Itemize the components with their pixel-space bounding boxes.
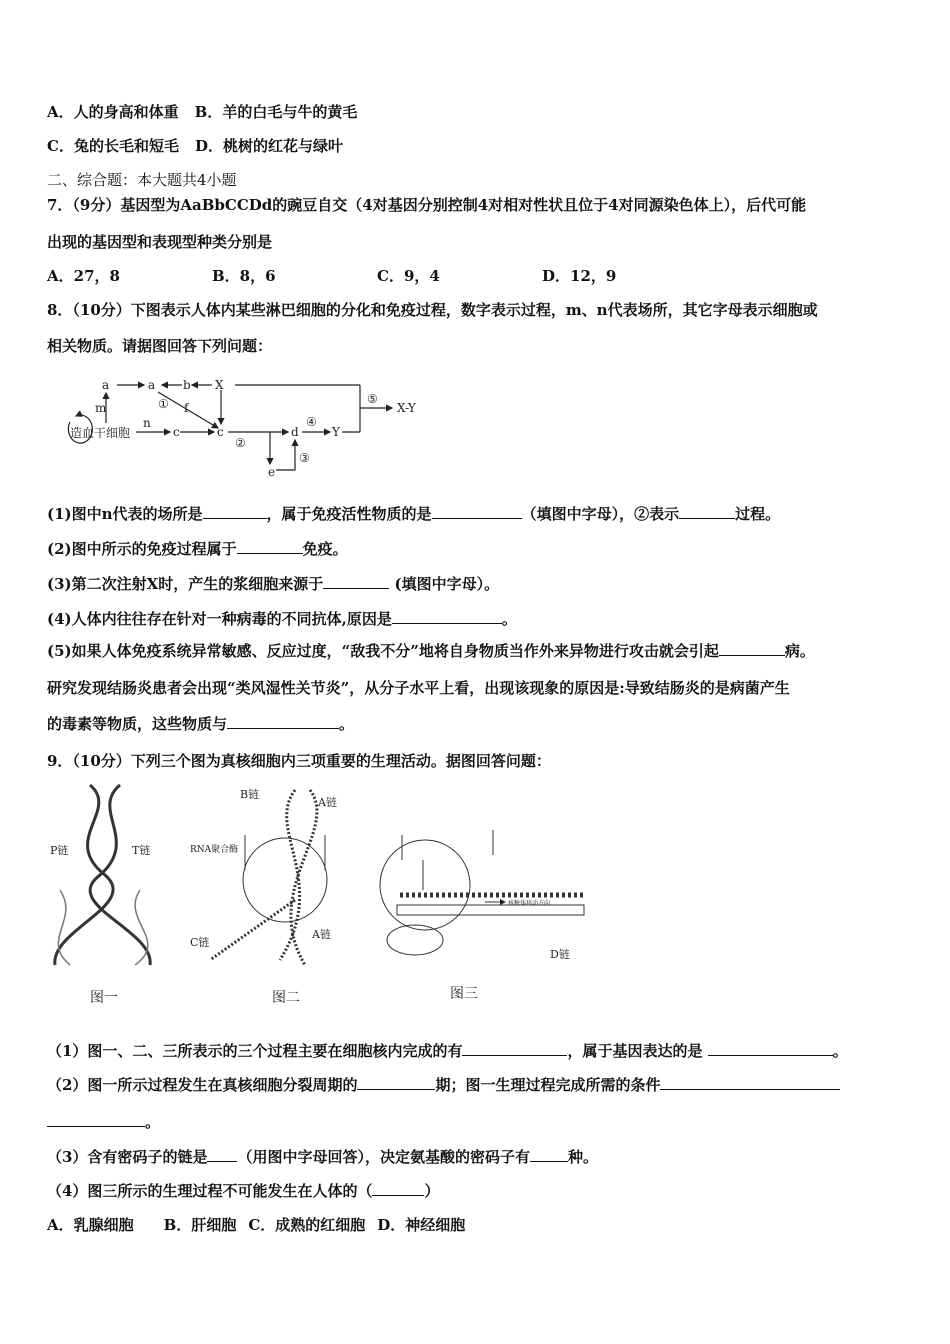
q7-stem-1: 7．（9分）基因型为AaBbCCDd的豌豆自交（4对基因分别控制4对相对性状且位于4对同源染色体上），后代可能 xyxy=(47,196,807,214)
q9-figures xyxy=(40,780,600,1010)
figure-3-translation xyxy=(380,830,584,955)
q9-option-d: D．神经细胞 xyxy=(377,1216,466,1234)
diagram-label: ③ xyxy=(299,451,310,465)
diagram-label: a xyxy=(148,378,156,392)
answer-blank[interactable] xyxy=(237,539,303,554)
figure-2-transcription xyxy=(210,790,327,965)
q9-sub1: （1）图一、二、三所表示的三个过程主要在细胞核内完成的有 ，属于基因表达的是 。 xyxy=(47,1042,848,1060)
q9-options xyxy=(47,1215,465,1235)
q6-options-row2 xyxy=(47,136,343,156)
label-a-chain: A链 xyxy=(312,928,331,941)
answer-blank[interactable] xyxy=(660,1075,840,1090)
answer-blank[interactable] xyxy=(530,1147,568,1162)
q9-sub2: （2）图一所示过程发生在真核细胞分裂周期的 期；图一生理过程完成所需的条件 xyxy=(47,1075,840,1095)
diagram-label: b xyxy=(183,378,191,392)
figure-1-dna-replication xyxy=(55,785,150,965)
diagram-label: ④ xyxy=(306,415,317,429)
diagram-label: X-Y xyxy=(397,401,416,415)
answer-blank[interactable] xyxy=(719,641,785,656)
figure-2-caption: 图二 xyxy=(272,990,300,1006)
q8-sub5-line2: 研究发现结肠炎患者会出现“类风湿性关节炎”，从分子水平上看，出现该现象的原因是:导致结肠炎的是病菌产生 xyxy=(47,679,790,697)
diagram-label: f xyxy=(184,401,189,415)
option-a: A．人的身高和体重 xyxy=(47,103,179,121)
label-c-chain: C链 xyxy=(190,936,210,949)
diagram-label: ⑤ xyxy=(367,392,378,406)
q8-sub3: (3)第二次注射X时，产生的浆细胞来源于 (填图中字母）。 xyxy=(47,575,500,593)
diagram-label: Y xyxy=(332,425,340,439)
q9-option-a: A．乳腺细胞 xyxy=(47,1216,134,1234)
label-rna-polymerase: RNA聚合酶 xyxy=(190,845,239,855)
q8-sub5: (5)如果人体免疫系统异常敏感、反应过度，“敌我不分”地将自身物质当作外来异物进行攻击就会引起 病。 xyxy=(47,642,815,660)
answer-blank[interactable] xyxy=(462,1041,567,1056)
diagram-label-stem-cell: 造血干细胞 xyxy=(70,426,131,440)
q9-stem: 9．（10分）下列三个图为真核细胞内三项重要的生理活动。据图回答问题： xyxy=(47,752,551,770)
option-b: B．羊的白毛与牛的黄毛 xyxy=(194,103,358,121)
diagram-label: c xyxy=(173,425,180,439)
q7-option-d: D．12，9 xyxy=(542,267,617,285)
q7-options xyxy=(47,266,616,286)
figure-1-caption: 图一 xyxy=(90,990,118,1006)
answer-blank[interactable] xyxy=(227,714,339,729)
answer-blank[interactable] xyxy=(432,504,522,519)
q9-sub3: （3）含有密码子的链是 （用图中字母回答），决定氨基酸的密码子有 种。 xyxy=(47,1148,598,1166)
answer-blank[interactable] xyxy=(207,1147,237,1162)
q8-sub1: (1)图中n代表的场所是 ，属于免疫活性物质的是 （填图中字母），②表示 过程。 xyxy=(47,505,781,523)
q7-option-a: A．27，8 xyxy=(47,267,120,285)
label-b-chain: B链 xyxy=(240,788,260,801)
diagram-label: n xyxy=(143,416,151,430)
option-d: D．桃树的红花与绿叶 xyxy=(194,137,343,155)
q7-stem-2: 出现的基因型和表现型种类分别是 xyxy=(47,233,273,251)
answer-blank[interactable] xyxy=(357,1075,435,1090)
option-c: C．兔的长毛和短毛 xyxy=(47,137,179,155)
answer-blank[interactable] xyxy=(203,504,267,519)
label-ribosome-direction: 核糖体移动方向 xyxy=(508,900,551,907)
answer-blank[interactable] xyxy=(323,574,389,589)
label-d-chain: D链 xyxy=(550,948,570,961)
diagram-label: ② xyxy=(235,436,246,450)
q8-sub2: (2)图中所示的免疫过程属于 免疫。 xyxy=(47,540,348,558)
q8-sub4: (4)人体内往往存在针对一种病毒的不同抗体,原因是 。 xyxy=(47,610,517,628)
answer-blank[interactable] xyxy=(372,1181,424,1196)
answer-blank[interactable] xyxy=(47,1112,145,1127)
diagram-label: d xyxy=(291,425,299,439)
diagram-label: e xyxy=(268,465,276,479)
q8-stem-1: 8．（10分）下图表示人体内某些淋巴细胞的分化和免疫过程，数字表示过程，m、n代表场所，其它字母表示细胞或 xyxy=(47,301,818,319)
answer-blank[interactable] xyxy=(392,609,502,624)
q9-sub4: （4）图三所示的生理过程不可能发生在人体的（ ） xyxy=(47,1182,440,1200)
q9-sub2-line2: 。 xyxy=(47,1112,160,1132)
lymphocyte-diagram xyxy=(40,360,440,480)
diagram-label: X xyxy=(215,378,224,392)
label-p-chain: P链 xyxy=(50,844,69,857)
q7-option-b: B．8，6 xyxy=(212,267,276,285)
label-t-chain: T链 xyxy=(132,844,151,857)
q6-options-row1 xyxy=(47,102,357,122)
q7-option-c: C．9，4 xyxy=(377,267,440,285)
diagram-label: c xyxy=(217,425,224,439)
q9-option-b: B．肝细胞 xyxy=(163,1216,237,1234)
label-a-chain: A链 xyxy=(318,796,337,809)
answer-blank[interactable] xyxy=(708,1041,833,1056)
answer-blank[interactable] xyxy=(679,504,735,519)
q8-sub5-line3: 的毒素等物质，这些物质与 。 xyxy=(47,715,355,733)
diagram-label: ① xyxy=(158,397,169,411)
diagram-label: m xyxy=(95,401,107,415)
figure-3-caption: 图三 xyxy=(450,986,478,1002)
diagram-label: a xyxy=(102,378,110,392)
section-heading: 二、综合题：本大题共4小题 xyxy=(47,171,237,189)
q8-stem-2: 相关物质。请据图回答下列问题： xyxy=(47,337,273,355)
q9-option-c: C．成熟的红细胞 xyxy=(248,1216,366,1234)
